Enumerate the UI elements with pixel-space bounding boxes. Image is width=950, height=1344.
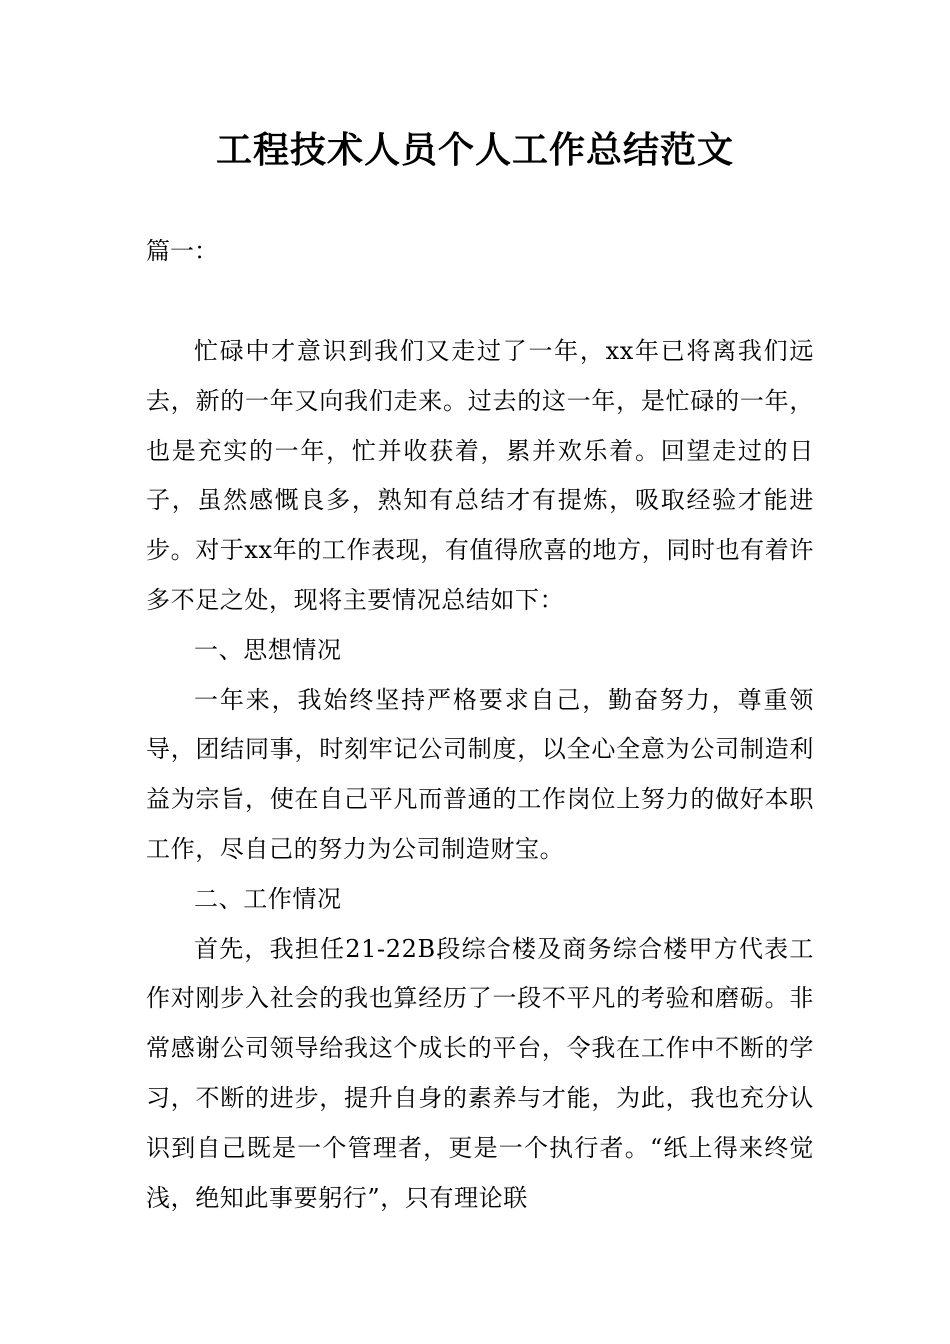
- heading-thought: 一、思想情况: [194, 635, 342, 664]
- paragraph-thought: 一年来，我始终坚持严格要求自己，勤奋努力，尊重领导，团结同事，时刻牢记公司制度，以全心全意为公司制造利益为宗旨，使在自己平凡而普通的工作岗位上努力的做好本职工作，尽自己的努力为公司制造财宝。: [146, 685, 814, 863]
- heading-work: 二、工作情况: [194, 884, 342, 913]
- part-label: 篇一：: [146, 237, 218, 265]
- document-title: 工程技术人员个人工作总结范文: [215, 130, 734, 171]
- paragraph-intro: 忙碌中才意识到我们又走过了一年，xx年已将离我们远去，新的一年又向我们走来。过去的这一年，是忙碌的一年，也是充实的一年，忙并收获着，累并欢乐着。回望走过的日子，虽然感慨良多，熟知有总结才有提炼，吸取经验才能进步。对于xx年的工作表现，有值得欣喜的地方，同时也有着许多不足之处，现将主要情况总结如下：: [146, 337, 814, 614]
- paragraph-work: 首先，我担任21-22B段综合楼及商务综合楼甲方代表工作对刚步入社会的我也算经历了一段不平凡的考验和磨砺。非常感谢公司领导给我这个成长的平台，令我在工作中不断的学习，不断的进步，提升自身的素养与才能，为此，我也充分认识到自己既是一个管理者，更是一个执行者。“纸上得来终觉浅，绝知此事要躬行”，只有理论联: [146, 934, 814, 1212]
- document-body: [146, 327, 814, 1223]
